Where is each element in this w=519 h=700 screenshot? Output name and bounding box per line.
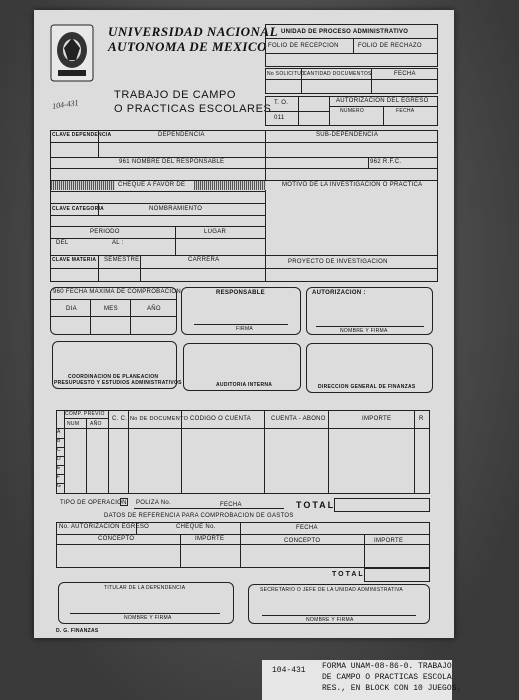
form-title-line1: TRABAJO DE CAMPO <box>114 89 237 101</box>
no-solicitud-label: No SOLICITUD <box>267 71 306 77</box>
importe1-label: IMPORTE <box>195 536 225 542</box>
nombre-firma1-label: NOMBRE Y FIRMA <box>124 615 172 621</box>
autorizacion-egreso-label: AUTORIZACION DEL EGRESO <box>336 98 429 104</box>
concepto1-label: CONCEPTO <box>98 536 135 542</box>
hatched-area <box>51 181 115 190</box>
accounting-table <box>56 410 430 494</box>
dia-label: DIA <box>66 306 77 312</box>
semestre-label: SEMESTRE <box>104 257 140 263</box>
firma-label: FIRMA <box>236 326 254 332</box>
paper-form <box>34 10 454 638</box>
tipo-operacion-label: TIPO DE OPERACION <box>60 500 127 506</box>
row-letter: C <box>57 447 61 453</box>
row-letter: B <box>57 438 61 444</box>
dependencia-label: DEPENDENCIA <box>158 132 205 138</box>
dg-finanzas-label: D. G. FINANZAS <box>56 628 99 634</box>
coordinacion-label-1: COORDINACION DE PLANEACION <box>68 374 159 380</box>
cheque-label: CHEQUE A FAVOR DE <box>118 182 186 188</box>
total2-box <box>364 568 430 582</box>
comp-previo-label: COMP. PREVIO <box>65 411 105 417</box>
concepto2-label: CONCEPTO <box>284 538 321 544</box>
to-value: 011 <box>274 115 285 121</box>
tipo-operacion-checkbox[interactable] <box>120 498 128 506</box>
total-label: TOTAL <box>296 500 336 510</box>
datos-referencia-label: DATOS DE REFERENCIA PARA COMPROBACION DE GASTOS <box>104 513 294 519</box>
fecha-maxima-label: 960 FECHA MAXIMA DE COMPROBACION <box>53 289 181 295</box>
total-box <box>334 498 430 512</box>
nombramiento-label: NOMBRAMIENTO <box>149 206 203 212</box>
anio-label: AÑO <box>147 306 161 312</box>
folio-recepcion-label: FOLIO DE RECEPCION <box>268 43 339 49</box>
nombre-firma-label: NOMBRE Y FIRMA <box>340 328 388 334</box>
r-label: R <box>419 416 424 422</box>
responsable-label: RESPONSABLE <box>216 290 265 296</box>
fecha2-label: FECHA <box>396 108 415 114</box>
handwritten-code: 104-431 <box>51 98 80 111</box>
carrera-label: CARRERA <box>188 257 220 263</box>
total2-label: TOTAL <box>332 571 365 578</box>
clave-categoria-label: CLAVE CATEGORIA <box>52 206 105 212</box>
importe-label: IMPORTE <box>362 416 392 422</box>
proyecto-label: PROYECTO DE INVESTIGACION <box>288 259 388 265</box>
fecha-ref-label: FECHA <box>296 525 318 531</box>
num-label: NUM <box>67 421 80 427</box>
clave-dependencia-label: CLAVE DEPENDENCIA <box>52 132 112 138</box>
row-letter: G <box>57 483 62 489</box>
cuenta-abono-label: CUENTA - ABONO <box>271 416 326 422</box>
hatched-area <box>194 181 266 190</box>
al-label: AL : <box>112 240 124 246</box>
rfc-label: 962 R.F.C. <box>370 159 402 165</box>
secretario-label: SECRETARIO O JEFE DE LA UNIDAD ADMINISTRATIVA <box>260 587 403 593</box>
titular-label: TITULAR DE LA DEPENDENCIA <box>104 585 186 591</box>
mes-label: MES <box>104 306 118 312</box>
archive-label <box>262 660 462 700</box>
archive-line1: FORMA UNAM-08-86-0. TRABAJO <box>322 662 452 671</box>
fecha-label: FECHA <box>394 71 416 77</box>
nombre-responsable-label: 961 NOMBRE DEL RESPONSABLE <box>119 159 225 165</box>
direccion-label: DIRECCION GENERAL DE FINANZAS <box>318 384 416 390</box>
importe2-label: IMPORTE <box>374 538 404 544</box>
lugar-label: LUGAR <box>204 229 227 235</box>
folio-rechazo-label: FOLIO DE RECHAZO <box>358 43 422 49</box>
row-letter: A <box>57 429 61 435</box>
autorizacion-label: AUTORIZACION : <box>312 290 366 296</box>
row-letter: E <box>57 465 61 471</box>
anio-col-label: AÑO <box>90 421 102 427</box>
unam-seal-icon <box>50 24 94 82</box>
university-name-line2: AUTONOMA DE MEXICO <box>108 39 268 54</box>
motivo-label: MOTIVO DE LA INVESTIGACION O PRACTICA <box>282 182 423 188</box>
form-title-line2: O PRACTICAS ESCOLARES <box>114 103 272 115</box>
periodo-label: PERIODO <box>90 229 120 235</box>
clave-materia-label: CLAVE MATERIA <box>52 257 97 263</box>
fecha-footer-label: FECHA <box>220 502 242 508</box>
no-documento-label: No DE DOCUMENTO <box>130 416 189 422</box>
row-letter: F <box>57 474 61 480</box>
archive-code: 104-431 <box>272 666 306 675</box>
numero-label: NUMERO <box>340 108 365 114</box>
coordinacion-label-2: PRESUPUESTO Y ESTUDIOS ADMINISTRATIVOS <box>54 380 182 386</box>
del-label: DEL <box>56 240 69 246</box>
university-name-line1: UNIVERSIDAD NACIONAL <box>108 24 279 39</box>
nombre-firma2-label: NOMBRE Y FIRMA <box>306 617 354 623</box>
archive-line2: DE CAMPO O PRACTICAS ESCOLA <box>322 673 452 682</box>
admin-unit-label: UNIDAD DE PROCESO ADMINISTRATIVO <box>281 29 409 35</box>
poliza-label: POLIZA No. <box>136 500 172 506</box>
cc-label: C. C. <box>112 416 128 422</box>
archive-line3: RES., EN BLOCK CON 10 JUEGOS. <box>322 684 462 693</box>
codigo-cuenta-label: CODIGO O CUENTA <box>190 416 252 422</box>
sub-dependencia-label: SUB-DEPENDENCIA <box>316 132 379 138</box>
cantidad-documentos-label: CANTIDAD DOCUMENTOS <box>303 71 372 77</box>
row-letter: D <box>57 456 61 462</box>
cheque-no-label: CHEQUE No. <box>176 524 216 530</box>
to-label: T. O. <box>274 100 289 106</box>
no-autorizacion-label: No. AUTORIZACION EGRESO <box>59 524 150 530</box>
auditoria-label: AUDITORIA INTERNA <box>216 382 273 388</box>
